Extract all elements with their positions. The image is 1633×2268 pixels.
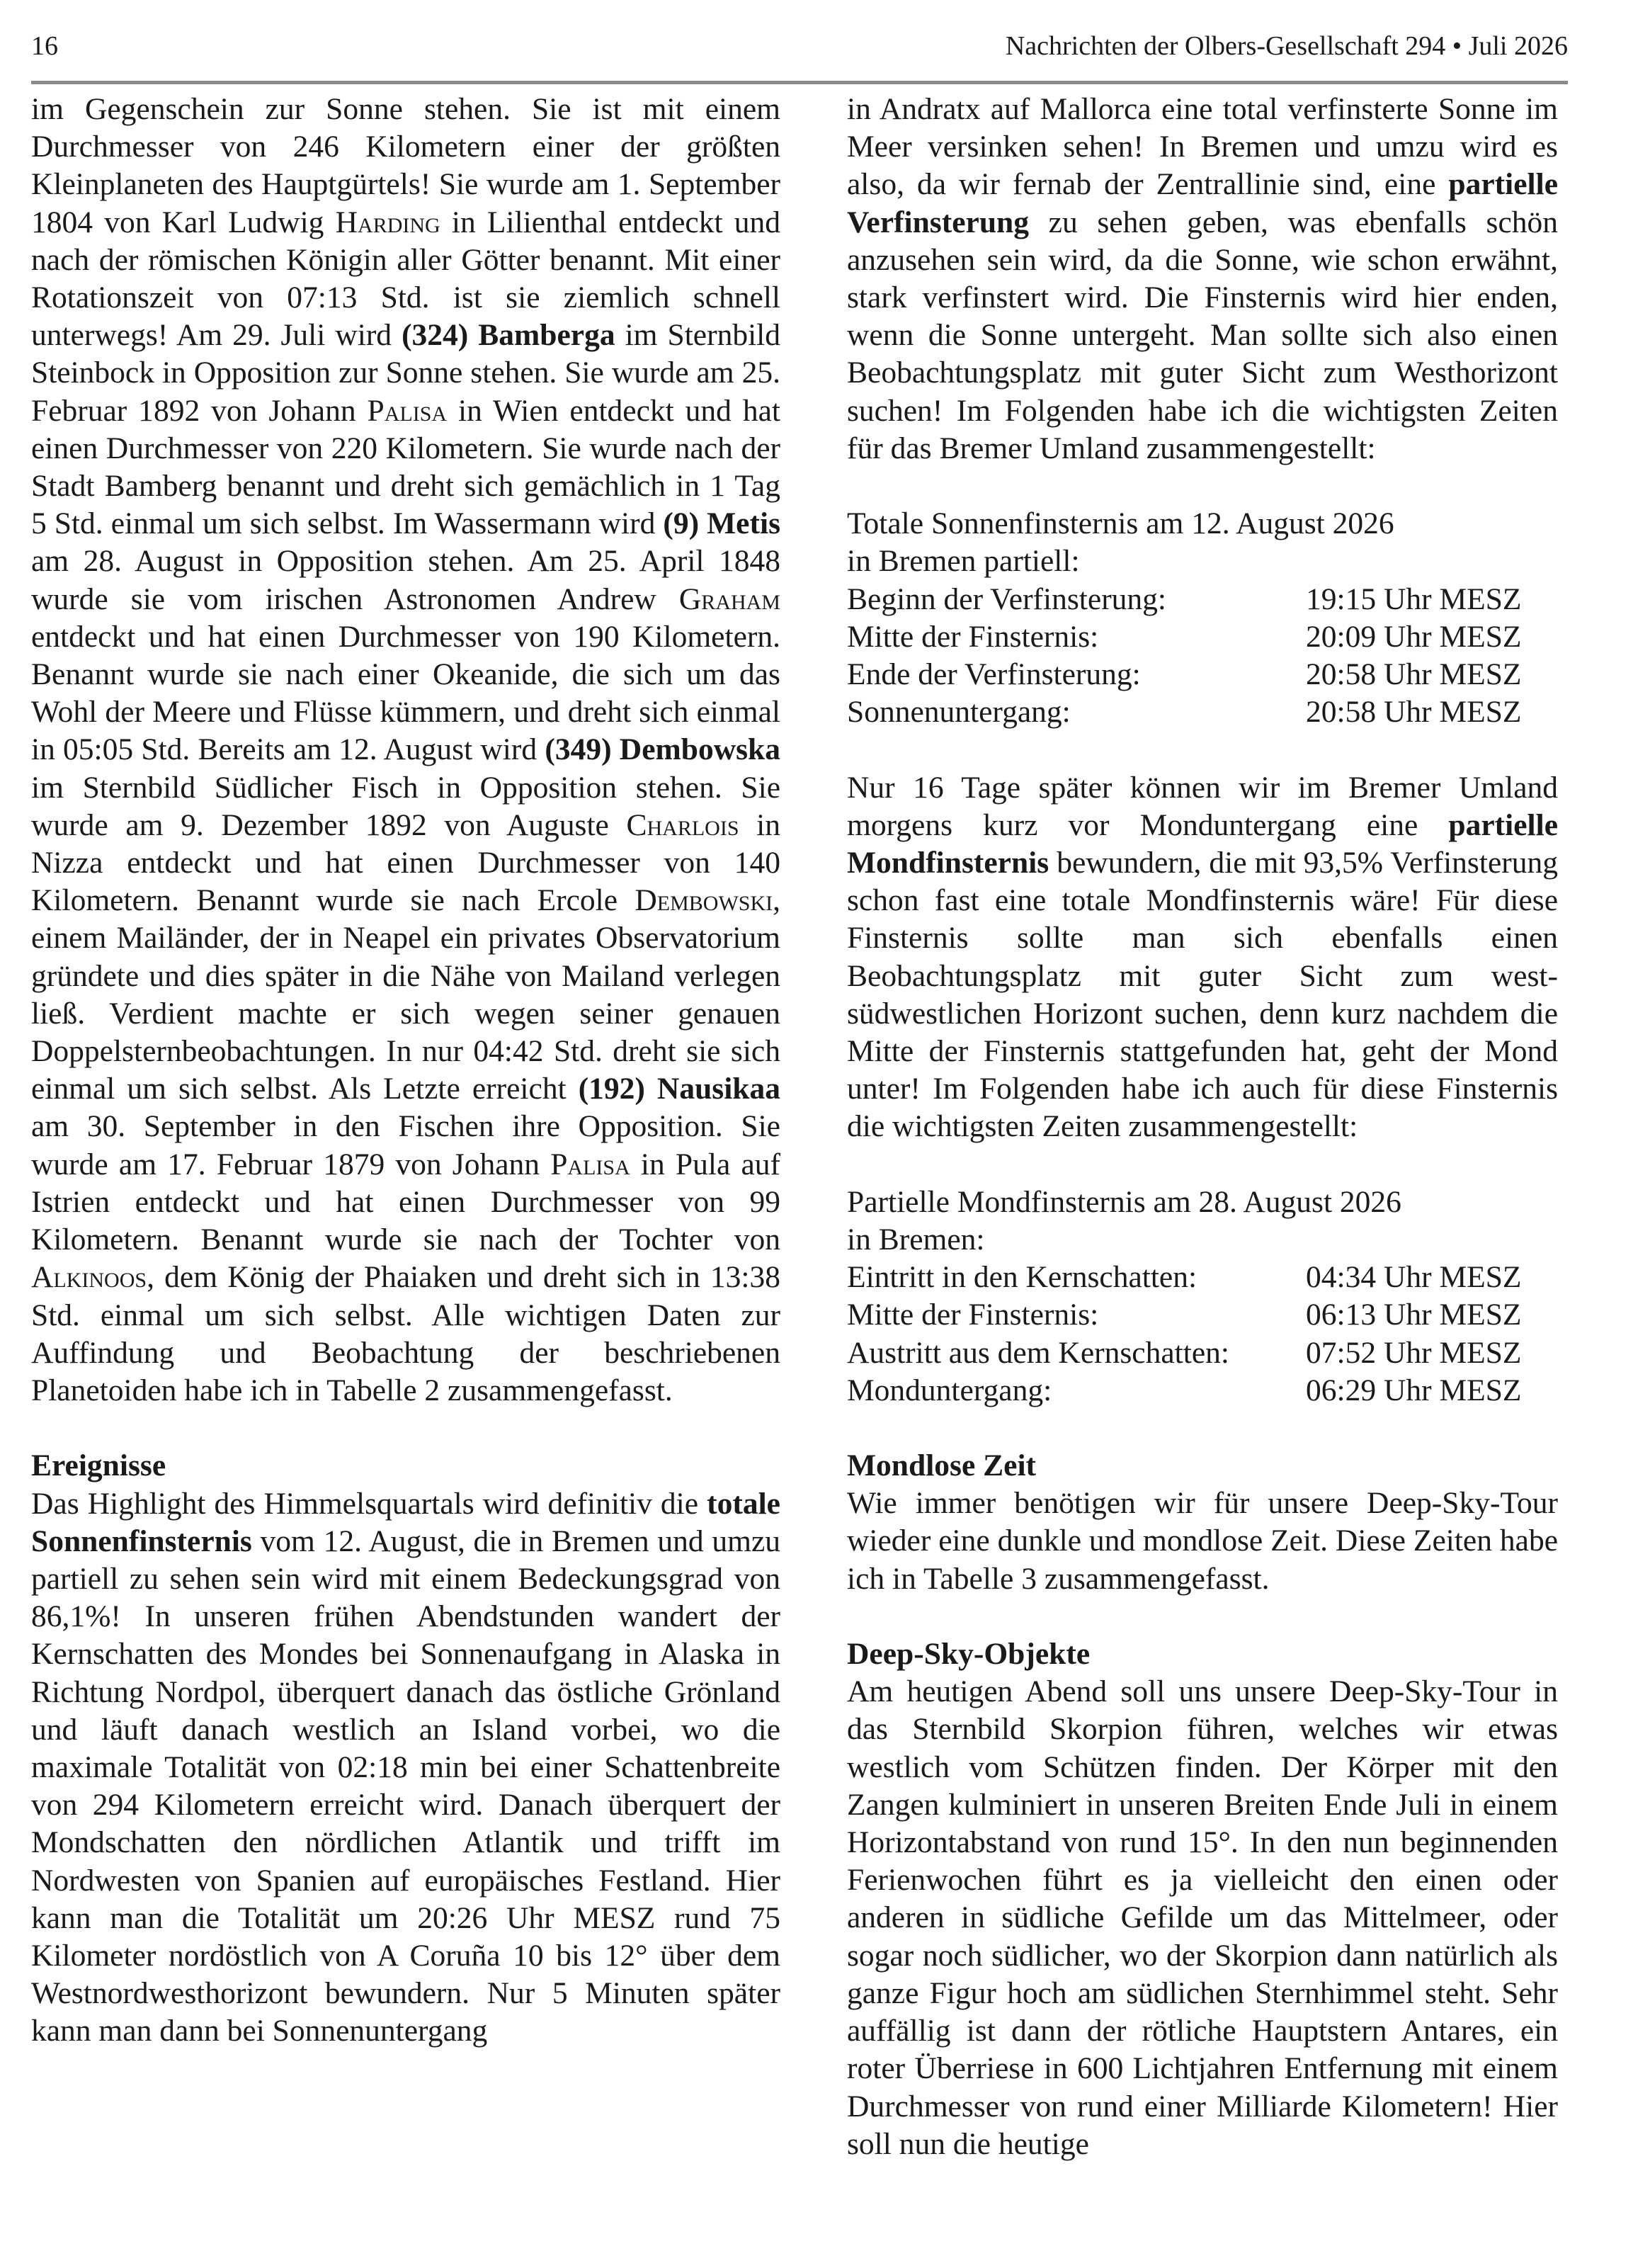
paragraph-planetoids: im Gegenschein zur Sonne stehen. Sie ist mit einem Durchmesser von 246 Kilometern einer der größten Kleinplaneten des Hauptgürtels! Sie wurde am 1. September 1804 von Karl Ludwig Harding in Lilienthal entdeckt und nach der römischen Königin aller Götter benannt. Mit einer Rotationszeit von 07:13 Std. ist sie ziemlich schnell unterwegs! Am 29. Juli wird (324) Bamberga im Sternbild Steinbock in Opposition zur Sonne stehen. Sie wurde am 25. Februar 1892 von Johann Palisa in Wien entdeckt und hat einen Durchmesser von 220 Kilometern. Sie wurde nach der Stadt Bamberg benannt und dreht sich gemächlich in 1 Tag 5 Std. einmal um sich selbst. Im Wassermann wird (9) Metis am 28. August in Opposition stehen. Am 25. April 1848 wurde sie vom irischen Astronomen Andrew Graham entdeckt und hat einen Durchmesser von 190 Kilometern. Benannt wurde sie nach einer Okeanide, die sich um das Wohl der Meere und Flüsse kümmern, und dreht sich einmal in 05:05 Std. Bereits am 12. August wird (349) Dembowska im Sternbild Südlicher Fisch in Opposition stehen. Sie wurde am 9. Dezember 1892 von Auguste Charlois in Nizza entdeckt und hat einen Durchmesser von 140 Kilometern. Benannt wurde sie nach Ercole Dembowski, einem Mailänder, der in Neapel ein privates Observatorium gründete und dies später in die Nähe von Mailand verlegen ließ. Verdient machte er sich wegen seiner genauen Doppelsternbeobachtungen. In nur 04:42 Std. dreht sie sich einmal um sich selbst. Als Letzte erreicht (192) Nausikaa am 30. September in den Fischen ihre Opposition. Sie wurde am 17. Februar 1879 von Johann Palisa in Pula auf Istrien entdeckt und hat einen Durchmesser von 99 Kilometern. Benannt wurde sie nach der Tochter von Alkinoos, dem König der Phaiaken und dreht sich in 13:38 Std. einmal um sich selbst. Alle wichtigen Daten zur Auffindung und Beobachtung der beschriebenen Planetoiden habe ich in Tabelle 2 zusammengefasst. <box>31 92 781 1407</box>
heading-ereignisse: Ereignisse <box>31 1448 166 1483</box>
event-label: Mitte der Finsternis: <box>847 619 1099 654</box>
event-time: 20:09 Uhr MESZ <box>1306 619 1522 654</box>
table-row <box>847 1296 1558 1334</box>
left-column <box>31 91 780 2051</box>
paragraph-deep-sky: Am heutigen Abend soll uns unsere Deep-Sky-Tour in das Sternbild Skorpion führen, welches wir etwas westlich vom Schützen finden. Der Körper mit den Zangen kulminiert in unseren Breiten Ende Juli in einem Horizontabstand von rund 15°. In den nun beginnenden Ferienwochen führt es ja vielleicht den einen oder anderen in südliche Gefilde um das Mittelmeer, oder sogar noch südlicher, wo der Skorpion dann natürlich als ganze Figur hoch am südlichen Sternhimmel steht. Sehr auffällig ist dann der rötliche Hauptstern Antares, ein roter Überriese in 600 Lichtjahren Entfernung mit einem Durchmesser von rund einer Milliarde Kilometern! Hier soll nun die heutige <box>847 1674 1558 2161</box>
event-label: Austritt aus dem Kernschatten: <box>847 1335 1229 1370</box>
emphasis: partielle Verfinsterung <box>847 167 1558 239</box>
spacer <box>31 1410 780 1447</box>
heading-deep-sky: Deep-Sky-Objekte <box>847 1637 1091 1672</box>
paragraph-solar-eclipse: Das Highlight des Himmelsquartals wird definitiv die totale Sonnenfinsternis vom 12. August, die in Bremen und umzu partiell zu sehen sein wird mit einem Bedeckungsgrad von 86,1%! In unseren frühen Abendstunden wandert der Kernschatten des Mondes bei Sonnenaufgang in Alaska in Richtung Nordpol, überquert danach das östliche Grönland und läuft danach westlich an Island vorbei, wo die maximale Totalität von 02:18 min bei einer Schattenbreite von 294 Kilometern erreicht wird. Danach überquert der Mondschatten den nördlichen Atlantik und trifft im Nordwesten von Spanien auf europäisches Festland. Hier kann man die Totalität um 20:26 Uhr MESZ rund 75 Kilometer nordöstlich von A Coruña 10 bis 12° über dem Westnordwesthorizont bewundern. Nur 5 Minuten später kann man dann bei Sonnenuntergang <box>31 1486 780 2048</box>
journal-title: Nachrichten der Olbers-Gesellschaft 294 • Juli 2026 <box>1005 31 1568 61</box>
spacer <box>847 1598 1558 1635</box>
heading-mondlose-zeit: Mondlose Zeit <box>847 1448 1037 1483</box>
spacer <box>847 731 1558 769</box>
table-title: Totale Sonnenfinsternis am 12. August 2026 <box>847 506 1394 541</box>
asteroid-name: (349) Dembowska <box>545 732 780 767</box>
table-row <box>847 1259 1558 1296</box>
person-name: Dembowski <box>635 883 773 918</box>
spacer <box>847 1410 1558 1447</box>
right-column <box>847 91 1558 2163</box>
event-label: Sonnenuntergang: <box>847 695 1071 730</box>
event-time: 06:29 Uhr MESZ <box>1306 1373 1522 1407</box>
event-label: Eintritt in den Kernschatten: <box>847 1260 1197 1295</box>
spacer <box>847 467 1558 505</box>
paragraph-lunar-eclipse: Nur 16 Tage später können wir im Bremer Umland morgens kurz vor Monduntergang eine partielle Mondfinsternis bewundern, die mit 93,5% Verfinsterung schon fast eine totale Mondfinsternis wäre! Für diese Finsternis sollte man sich ebenfalls einen Beobachtungsplatz mit guter Sicht zum westsüdwestlichen Horizont suchen, denn kurz nachdem die Mitte der Finsternis stattgefunden hat, geht der Mond unter! Im Folgenden habe ich auch für diese Finsternis die wichtigsten Zeiten zusammengestellt: <box>847 770 1558 1144</box>
event-time: 20:58 Uhr MESZ <box>1306 695 1522 730</box>
header-rule <box>31 81 1568 84</box>
table-row <box>847 693 1558 731</box>
page-number: 16 <box>31 31 58 61</box>
lunar-eclipse-times <box>847 1184 1558 1410</box>
table-row <box>847 1372 1558 1410</box>
event-time: 06:13 Uhr MESZ <box>1306 1298 1522 1332</box>
event-label: Beginn der Verfinsterung: <box>847 582 1167 616</box>
event-time: 19:15 Uhr MESZ <box>1306 582 1522 616</box>
asteroid-name: (192) Nausikaa <box>578 1072 780 1106</box>
asteroid-name: (9) Metis <box>663 506 780 541</box>
event-time: 07:52 Uhr MESZ <box>1306 1335 1522 1370</box>
table-subtitle: in Bremen partiell: <box>847 544 1080 579</box>
event-label: Ende der Verfinsterung: <box>847 657 1141 691</box>
person-name: Palisa <box>367 393 448 428</box>
table-row <box>847 1334 1558 1372</box>
emphasis: totale Sonnenfinsternis <box>31 1486 780 1558</box>
table-row <box>847 618 1558 656</box>
event-time: 04:34 Uhr MESZ <box>1306 1260 1522 1295</box>
event-label: Monduntergang: <box>847 1373 1052 1407</box>
asteroid-name: (324) Bamberga <box>402 318 615 353</box>
event-label: Mitte der Finsternis: <box>847 1298 1099 1332</box>
person-name: Alkinoos <box>31 1260 147 1295</box>
paragraph-moonless-time: Wie immer benötigen wir für unsere Deep-Sky-Tour wieder eine dunkle und mondlose Zeit. Diese Zeiten habe ich in Tabelle 3 zusammengefasst. <box>847 1486 1558 1596</box>
paragraph-partial-eclipse: in Andratx auf Mallorca eine total verfinsterte Sonne im Meer versinken sehen! In Bremen und umzu wird es also, da wir fernab der Zentrallinie sind, eine partielle Verfinsterung zu sehen geben, was ebenfalls schön anzusehen sein wird, da die Sonne, wie schon erwähnt, stark verfinstert wird. Die Finsternis wird hier enden, wenn die Sonne untergeht. Man sollte sich also einen Beobachtungsplatz mit guter Sicht zum Westhorizont suchen! Im Folgenden habe ich die wichtigsten Zeiten für das Bremer Umland zusammengestellt: <box>847 92 1558 465</box>
person-name: Palisa <box>550 1147 630 1181</box>
page-header <box>31 24 1568 68</box>
table-title: Partielle Mondfinsternis am 28. August 2026 <box>847 1184 1401 1219</box>
person-name: Graham <box>678 582 780 616</box>
table-subtitle: in Bremen: <box>847 1222 985 1257</box>
spacer <box>847 1146 1558 1184</box>
event-time: 20:58 Uhr MESZ <box>1306 657 1522 691</box>
table-row <box>847 656 1558 693</box>
table-row <box>847 581 1558 618</box>
person-name: Harding <box>335 205 440 239</box>
emphasis: partielle Mondfinsternis <box>847 807 1558 880</box>
person-name: Charlois <box>626 807 739 842</box>
solar-eclipse-times <box>847 505 1558 731</box>
